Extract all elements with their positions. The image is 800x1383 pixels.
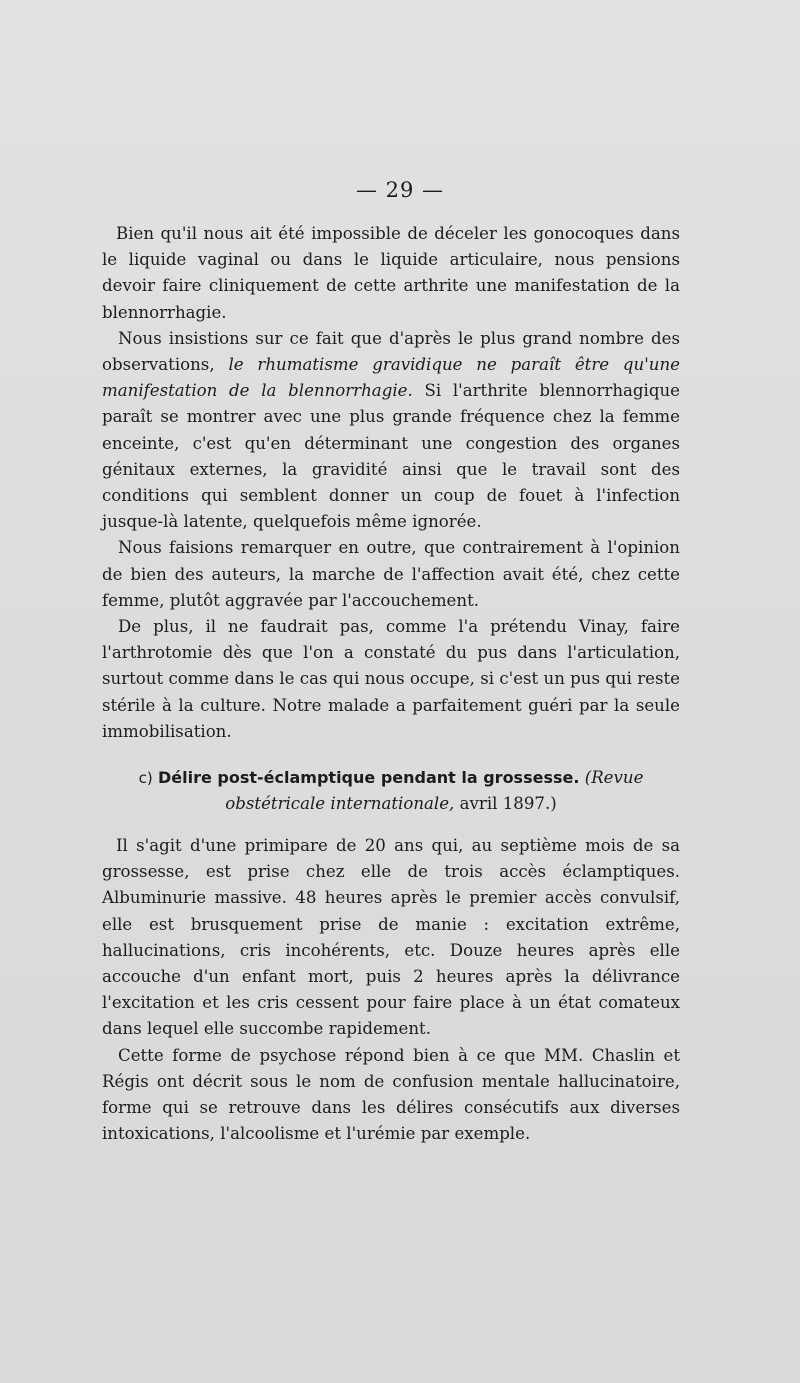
text-run: Cette forme de psychose répond bien à ce que MM. Chaslin et Régis ont décrit sous le nom de confusion mentale hallucinatoire, forme qui se retrouve dans les délires consécutifs aux diverses intoxications, l'alcoolisme et l'urémie par exemple. [102,1045,680,1144]
paragraph [102,535,680,614]
paragraph [102,614,680,745]
paragraph-group [102,833,680,1147]
paragraph [102,326,680,536]
paragraph [102,833,680,1043]
text-run: Si l'arthrite blennorrhagique paraît se montrer avec une plus grande fréquence chez la femme enceinte, c'est qu'en déterminant une congestion des organes génitaux externes, la gravidité ainsi que le travail sont des conditions qui semblent donner un coup de fouet à l'infection jusque-là latente, quelquefois même ignorée. [102,381,680,532]
paragraph-group [102,221,680,745]
paragraph [102,1043,680,1148]
text-run: Il s'agit d'une primipare de 20 ans qui, au septième mois de sa grossesse, est prise chez elle de trois accès éclamptiques. Albuminurie massive. 48 heures après le premier accès convulsif, elle est brusquement prise de manie : excitation extrême, hallucinations, cris incohérents, etc. Douze heures après elle accouche d'un enfant mort, puis 2 heures après la délivrance l'excitation et les cris cessent pour faire place à un état comateux dans lequel elle succombe rapidement. [102,836,680,1039]
section-source: (Revue obstétricale internationale, [225,768,644,814]
body-text [102,221,680,1148]
section-letter: c) [138,769,153,788]
section-heading [102,765,680,817]
text-run: Nous insistions sur ce fait que d'après le plus grand nombre des observations, [102,328,680,375]
paragraph [102,221,680,326]
italic-text: le rhumatisme gravidique ne paraît être qu'une manifestation de la blennorrhagie. [102,355,680,401]
section-title: Délire post-éclamptique pendant la grossesse. [158,768,580,788]
text-run: Bien qu'il nous ait été impossible de déceler les gonocoques dans le liquide vaginal ou dans le liquide articulaire, nous pensions devoir faire cliniquement de cette arthrite une manifestation de la blennorrhagie. [102,224,680,322]
section-date: avril 1897.) [459,794,557,814]
page-number: — 29 — [355,178,445,202]
text-run: De plus, il ne faudrait pas, comme l'a prétendu Vinay, faire l'arthrotomie dès que l'on a constaté du pus dans l'articulation, surtout comme dans le cas qui nous occupe, si c'est un pus qui reste stérile à la culture. Notre malade a parfaitement guéri par la seule immobilisation. [102,617,680,741]
text-run: Nous faisions remarquer en outre, que contrairement à l'opinion de bien des auteurs, la marche de l'affection avait été, chez cette femme, plutôt aggravée par l'accouchement. [102,538,680,610]
